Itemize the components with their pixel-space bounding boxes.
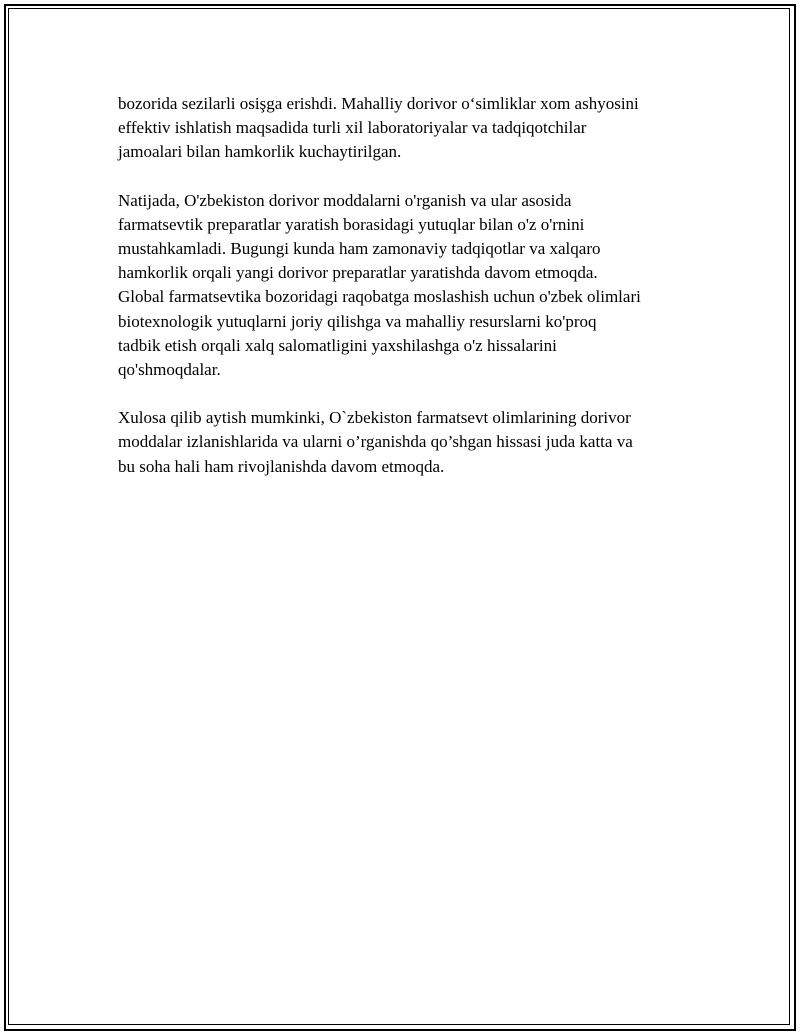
- text-line: Global farmatsevtika bozoridagi raqobatga moslashish uchun o'zbek olimlari: [118, 287, 641, 307]
- text-line: jamoalari bilan hamkorlik kuchaytirilgan.: [118, 142, 402, 162]
- text-line: Xulosa qilib aytish mumkinki, O`zbekiston farmatsevt olimlarining dorivor: [118, 408, 631, 428]
- text-line: bozorida sezilarli osişga erishdi. Mahalliy dorivor o‘simliklar xom ashyosini: [118, 94, 639, 113]
- text-line: hamkorlik orqali yangi dorivor preparatlar yaratishda davom etmoqda.: [118, 263, 598, 283]
- text-line: qo'shmoqdalar.: [118, 360, 221, 380]
- paragraph-3: [118, 406, 698, 479]
- paragraph-2: [118, 189, 698, 383]
- text-line: moddalar izlanishlarida va ularni o’rganishda qo’shgan hissasi juda katta va: [118, 432, 633, 452]
- text-line: Natijada, O'zbekiston dorivor moddalarni o'rganish va ular asosida: [118, 190, 572, 210]
- text-line: biotexnologik yutuqlarni joriy qilishga va mahalliy resurslarni ko'proq: [118, 311, 597, 331]
- text-line: tadbik etish orqali xalq salomatligini yaxshilashga o'z hissalarini: [118, 335, 557, 355]
- text-line: effektiv ishlatish maqsadida turli xil laboratoriyalar va tadqiqotchilar: [118, 118, 587, 138]
- paragraph-1: [118, 92, 698, 165]
- document-body: [118, 92, 698, 503]
- text-line: mustahkamladi. Bugungi kunda ham zamonaviy tadqiqotlar va xalqaro: [118, 239, 601, 259]
- text-line: bu soha hali ham rivojlanishda davom etmoqda.: [118, 456, 445, 476]
- text-line: farmatsevtik preparatlar yaratish borasidagi yutuqlar bilan o'z o'rnini: [118, 214, 585, 234]
